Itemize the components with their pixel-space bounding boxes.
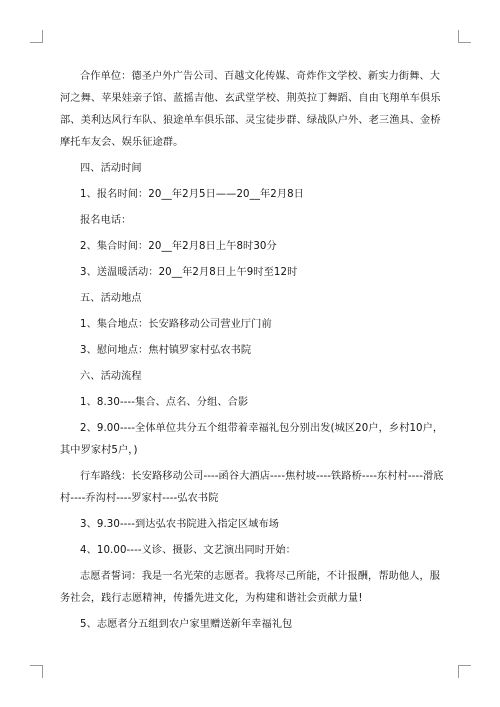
paragraph-step-5: 5、志愿者分五组到农户家里赠送新年幸福礼包 (80, 619, 293, 630)
paragraph-partners: 合作单位：德圣户外广告公司、百越文化传媒、奇炸作文学校、新实力街舞、大河之舞、苹果娃亲子馆、蓝摇吉他、玄武堂学校、荆英拉丁舞蹈、自由飞翔单车俱乐部、美利达风行车队、狼途单车俱乐部、灵宝徒步群、绿战队户外、老三渔具、金桥摩托车友会、娱乐征途群。 (60, 71, 441, 148)
paragraph-step-1: 1、8.30----集合、点名、分组、合影 (80, 397, 249, 408)
paragraph-activity-time: 3、送温暖活动：20__年2月8日上午9时至12时 (80, 267, 298, 278)
heading-activity-time: 四、活动时间 (80, 163, 142, 174)
crop-mark-top-right (458, 30, 471, 43)
paragraph-gathering-location: 1、集合地点：长安路移动公司营业厅门前 (80, 319, 272, 330)
paragraph-step-2: 2、9.00----全体单位共分五个组带着幸福礼包分别出发(城区20户，乡村10户，其中罗家村5户，) (60, 423, 444, 456)
paragraph-route: 行车路线：长安路移动公司----函谷大酒店----焦村坡----铁路桥----东村村----滑底村----乔沟村----罗家村----弘农书院 (60, 471, 444, 504)
paragraph-volunteer-oath: 志愿者誓词：我是一名光荣的志愿者。我将尽己所能，不计报酬，帮助他人，服务社会，践行志愿精神，传播先进文化，为构建和谐社会贡献力量! (60, 571, 441, 604)
heading-activity-process: 六、活动流程 (80, 371, 142, 382)
crop-mark-bottom-left (30, 665, 43, 678)
crop-mark-bottom-right (458, 665, 471, 678)
paragraph-step-3: 3、9.30----到达弘农书院进入指定区域布场 (80, 519, 280, 530)
paragraph-visit-location: 3、慰问地点：焦村镇罗家村弘农书院 (80, 345, 252, 356)
paragraph-registration-time: 1、报名时间：20__年2月5日——20__年2月8日 (80, 189, 305, 200)
crop-mark-top-left (30, 30, 43, 43)
paragraph-gathering-time: 2、集合时间：20__年2月8日上午8时30分 (80, 241, 277, 252)
paragraph-registration-phone: 报名电话： (80, 215, 132, 226)
heading-activity-location: 五、活动地点 (80, 293, 142, 304)
document-body (60, 66, 445, 638)
paragraph-step-4: 4、10.00----义诊、摄影、文艺演出同时开始： (80, 545, 296, 556)
